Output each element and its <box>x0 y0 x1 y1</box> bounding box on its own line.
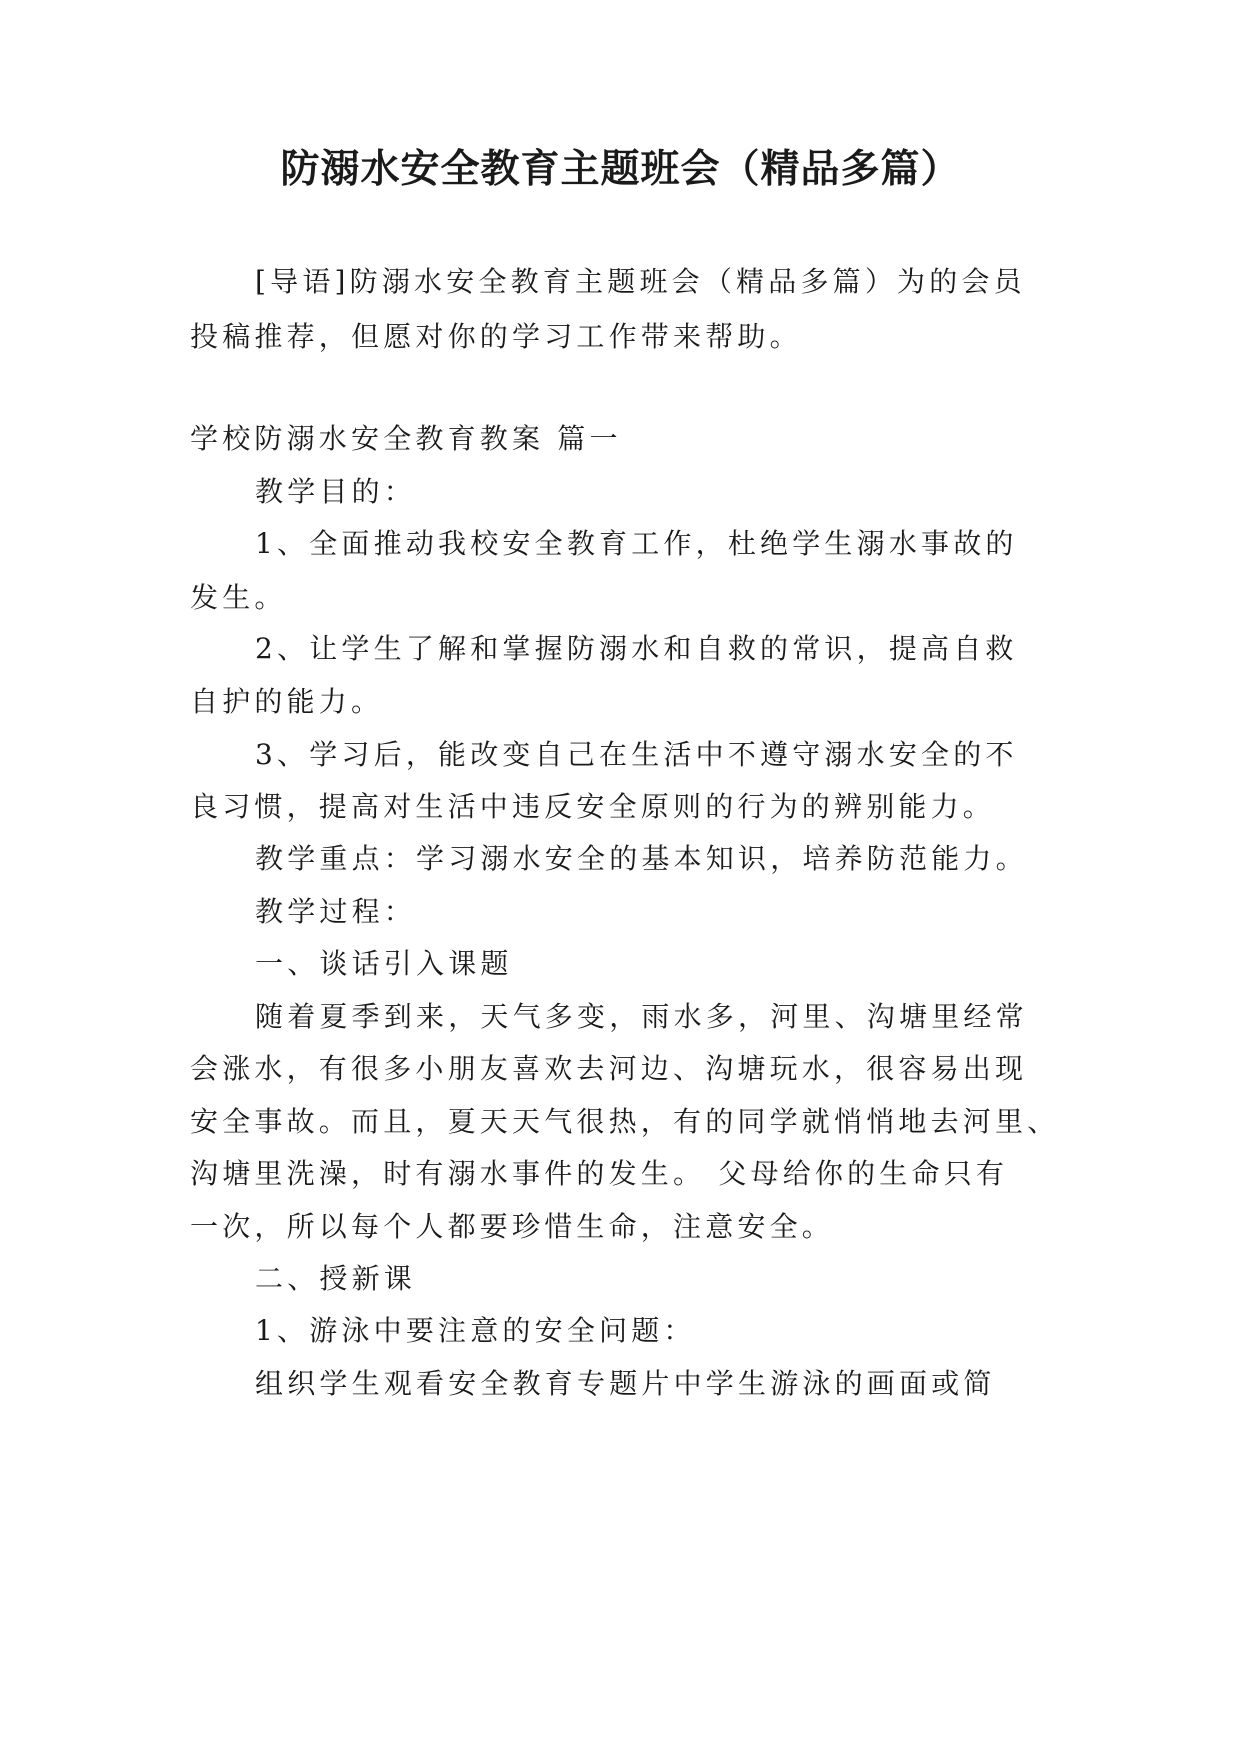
intro-line-2: 投稿推荐，但愿对你的学习工作带来帮助。 <box>190 320 802 353</box>
paragraph-line: 1、全面推动我校安全教育工作，杜绝学生溺水事故的 <box>255 527 1018 560</box>
paragraph-line: 一、谈话引入课题 <box>255 947 513 980</box>
paragraph-line: 教学过程： <box>255 895 417 928</box>
paragraph-line: 2、让学生了解和掌握防溺水和自救的常识，提高自救 <box>255 632 1018 665</box>
paragraph-line: 良习惯，提高对生活中违反安全原则的行为的辨别能力。 <box>190 790 996 823</box>
paragraph-line: 二、授新课 <box>255 1262 417 1295</box>
intro-line-1: [导语]防溺水安全教育主题班会（精品多篇）为的会员 <box>255 265 1026 298</box>
paragraph-line: 随着夏季到来，天气多变，雨水多，河里、沟塘里经常 <box>255 1000 1028 1033</box>
document-title: 防溺水安全教育主题班会（精品多篇） <box>280 146 961 192</box>
paragraph-line: 会涨水，有很多小朋友喜欢去河边、沟塘玩水，很容易出现 <box>190 1052 1028 1085</box>
paragraph-line: 1、游泳中要注意的安全问题： <box>255 1314 696 1347</box>
paragraph-line: 安全事故。而且，夏天天气很热，有的同学就悄悄地去河里、 <box>190 1105 1060 1138</box>
paragraph-line: 教学重点：学习溺水安全的基本知识，培养防范能力。 <box>255 842 1028 875</box>
paragraph-line: 组织学生观看安全教育专题片中学生游泳的画面或简 <box>255 1367 996 1400</box>
paragraph-line: 教学目的： <box>255 475 417 508</box>
paragraph-line: 自护的能力。 <box>190 685 384 718</box>
paragraph-line: 一次，所以每个人都要珍惜生命，注意安全。 <box>190 1210 835 1243</box>
paragraph-line: 沟塘里洗澡，时有溺水事件的发生。 父母给你的生命只有 <box>190 1157 1009 1190</box>
paragraph-line: 发生。 <box>190 581 287 614</box>
paragraph-line: 3、学习后，能改变自己在生活中不遵守溺水安全的不 <box>255 738 1018 771</box>
section-heading: 学校防溺水安全教育教案 篇一 <box>190 422 622 455</box>
